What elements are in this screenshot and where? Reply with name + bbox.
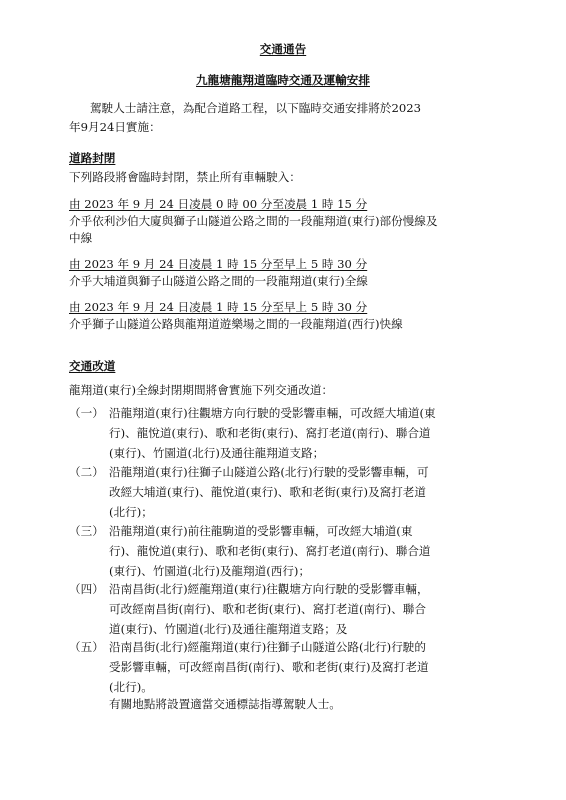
diversion-item-line: 改經大埔道(東行)、龍悅道(東行)、歌和老街(東行)及窩打老道 — [109, 485, 426, 499]
diversion-item-number: （一） — [69, 406, 104, 420]
diversion-item-line: (北行)。 — [109, 680, 153, 694]
intro-line-2: 年9月24日實施： — [69, 120, 161, 134]
diversion-item-number: （四） — [69, 582, 104, 596]
diversion-item-number: （三） — [69, 524, 104, 538]
closure-time-3: 由 2023 年 9 月 24 日凌晨 1 時 15 分至早上 5 時 30 分 — [69, 300, 368, 314]
closure-road-2-line-1: 介乎大埔道與獅子山隧道公路之間的一段龍翔道(東行)全線 — [69, 274, 368, 288]
diversion-item-line: 可改經南昌街(南行)、歌和老街(東行)、窩打老道(南行)、聯合 — [109, 602, 426, 616]
diversion-item-line: (東行)、竹園道(北行)及通往龍翔道支路； — [109, 446, 325, 460]
closing-note: 有關地點將設置適當交通標誌指導駕駛人士。 — [109, 697, 341, 711]
diversion-item-line: 道(東行)、竹園道(北行)及通往龍翔道支路；及 — [109, 622, 348, 636]
diversion-item-line: 沿南昌街(北行)經龍翔道(東行)往獅子山隧道公路(北行)行駛的 — [109, 640, 426, 654]
intro-line-1: 駕駛人士請注意，為配合道路工程，以下臨時交通安排將於2023 — [90, 101, 421, 115]
closure-lead: 下列路段將會臨時封閉，禁止所有車輛駛入： — [69, 170, 301, 184]
diversion-item-line: 受影響車輛，可改經南昌街(南行)、歌和老街(東行)及窩打老道 — [109, 660, 429, 674]
diversion-lead: 龍翔道(東行)全線封閉期間將會實施下列交通改道： — [69, 383, 334, 397]
diversion-item-line: (東行)、竹園道(北行)及龍翔道(西行)； — [109, 564, 311, 578]
diversion-item-line: 沿龍翔道(東行)前往龍駒道的受影響車輛，可改經大埔道(東 — [109, 524, 413, 538]
closure-time-1: 由 2023 年 9 月 24 日凌晨 0 時 00 分至凌晨 1 時 15 分 — [69, 197, 368, 211]
notice-heading: 交通通告 — [259, 42, 307, 56]
closure-road-1-line-1: 介乎依利沙伯大廈與獅子山隧道公路之間的一段龍翔道(東行)部份慢線及 — [69, 214, 438, 228]
diversion-item-number: （二） — [69, 465, 104, 479]
diversion-item-line: 行)、龍悅道(東行)、歌和老街(東行)、窩打老道(南行)、聯合道 — [109, 426, 431, 440]
diversion-item-line: 行)、龍悅道(東行)、歌和老街(東行)、窩打老道(南行)、聯合道 — [109, 544, 431, 558]
closure-heading: 道路封閉 — [69, 151, 116, 165]
notice-title: 九龍塘龍翔道臨時交通及運輸安排 — [196, 73, 370, 87]
closure-road-3-line-1: 介乎獅子山隧道公路與龍翔道遊樂場之間的一段龍翔道(西行)快線 — [69, 317, 403, 331]
diversion-heading: 交通改道 — [69, 359, 116, 373]
diversion-item-number: （五） — [69, 640, 104, 654]
diversion-item-line: 沿龍翔道(東行)往觀塘方向行駛的受影響車輛，可改經大埔道(東 — [109, 406, 436, 420]
diversion-item-line: (北行)； — [109, 505, 153, 519]
diversion-item-line: 沿南昌街(北行)經龍翔道(東行)往觀塘方向行駛的受影響車輛， — [109, 582, 429, 596]
closure-road-1-line-2: 中線 — [69, 231, 93, 245]
closure-time-2: 由 2023 年 9 月 24 日凌晨 1 時 15 分至早上 5 時 30 分 — [69, 257, 368, 271]
diversion-item-line: 沿龍翔道(東行)往獅子山隧道公路(北行)行駛的受影響車輛，可 — [109, 465, 429, 479]
